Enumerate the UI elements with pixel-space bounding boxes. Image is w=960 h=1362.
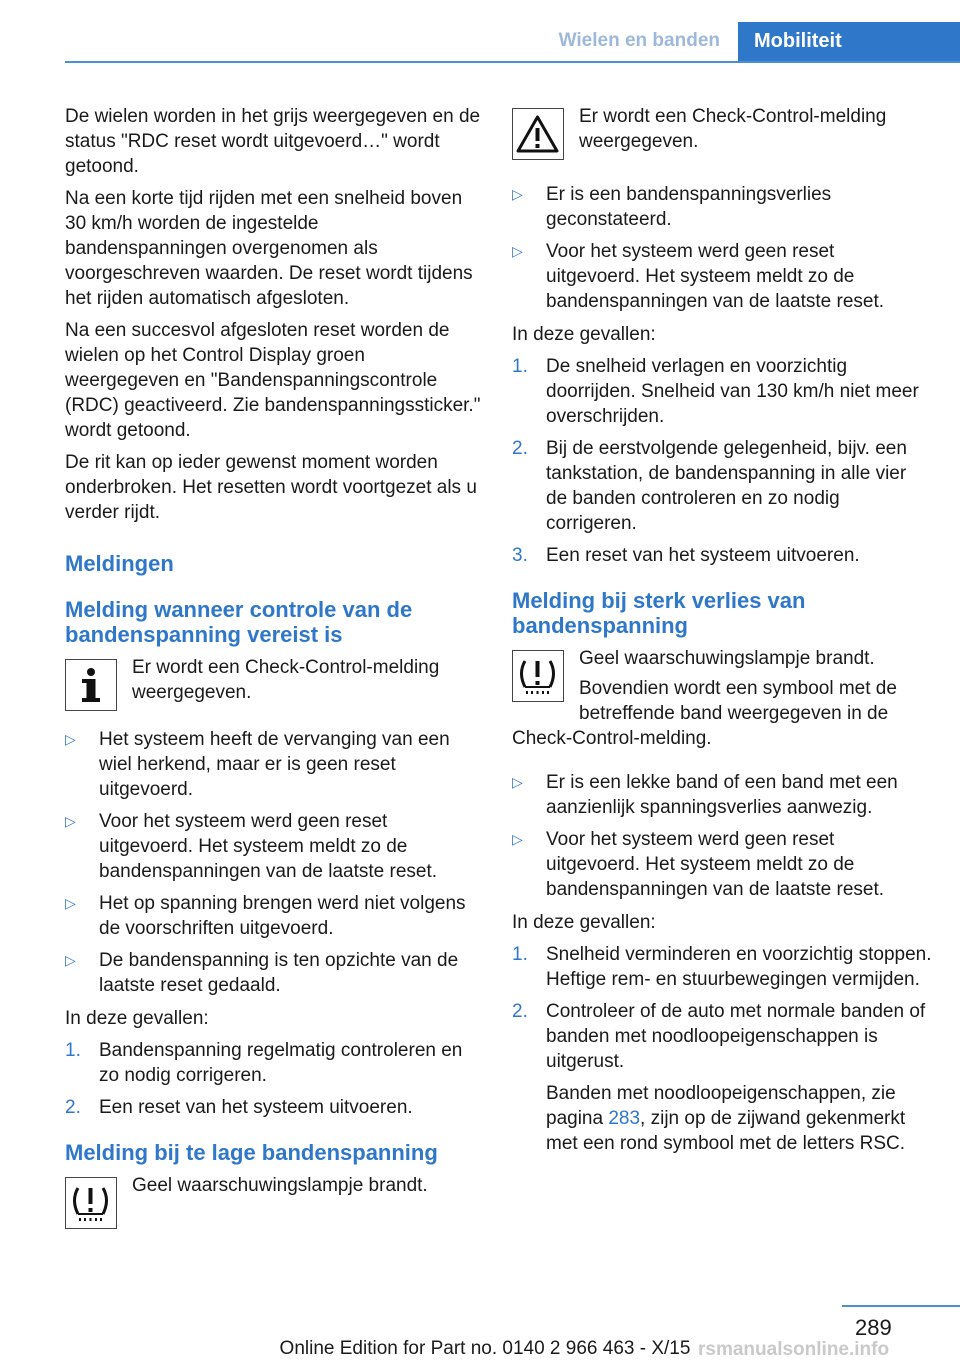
triangle-bullet-icon: ▷ xyxy=(512,831,523,847)
left-column xyxy=(65,104,483,1245)
list-item: ▷ Voor het systeem werd geen reset uitgevoerd. Het systeem meldt zo de bandenspanningen van de laatste reset. xyxy=(512,829,885,900)
step-note: Banden met noodloopeigenschappen, zie pagina 283, zijn op de zijwand gekenmerkt met een rond symbool met de letters RSC. xyxy=(546,1083,906,1154)
heading-sterk-verlies: Melding bij sterk verlies van bandenspanning xyxy=(512,588,806,638)
paragraph: De rit kan op ieder gewenst moment worden onderbroken. Het resetten wordt voortgezet als u verder rijdt. xyxy=(65,452,477,523)
page-link[interactable]: 283 xyxy=(608,1108,641,1129)
paragraph: De wielen worden in het grijs weergegeven en de status "RDC reset wordt uitgevoerd…" wordt getoond. xyxy=(65,106,481,177)
watermark: rsmanualsonline.info xyxy=(698,1339,890,1360)
list-item: 1. Snelheid verminderen en voorzichtig stoppen. Heftige rem- en stuurbewegingen vermijden. xyxy=(512,944,932,990)
paragraph: Na een korte tijd rijden met een snelheid boven 30 km/h worden de ingestelde bandenspanningen overgenomen als voorgeschreven waarden. De reset wordt tijdens het rijden automatisch afgesloten. xyxy=(65,188,473,309)
paragraph: Na een succesvol afgesloten reset worden de wielen op het Control Display groen weergegeven en "Bandenspanningscontrole (RDC) geactiveerd. Zie bandenspanningssticker." wordt getoond. xyxy=(65,320,481,441)
info-icon xyxy=(65,659,117,711)
heading-meldingen: Meldingen xyxy=(65,551,174,576)
paragraph: In deze gevallen: xyxy=(512,324,656,345)
list-item: ▷ Het op spanning brengen werd niet volgens de voorschriften uitgevoerd. xyxy=(65,893,466,939)
callout-info xyxy=(65,655,483,713)
list-item: ▷ Voor het systeem werd geen reset uitgevoerd. Het systeem meldt zo de bandenspanningen van de laatste reset. xyxy=(65,811,438,882)
steps-list xyxy=(512,354,932,568)
triangle-bullet-icon: ▷ xyxy=(65,895,76,911)
edition-footer: Online Edition for Part no. 0140 2 966 463 - X/15 xyxy=(279,1338,691,1359)
warning-triangle-icon xyxy=(512,108,564,160)
paragraph: In deze gevallen: xyxy=(65,1008,209,1029)
bullet-list xyxy=(512,770,932,902)
triangle-bullet-icon: ▷ xyxy=(65,813,76,829)
list-item: 2. Bij de eerstvolgende gelegenheid, bijv. een tankstation, de bandenspanning in alle vier de banden controleren en zo nodig corrigeren. xyxy=(512,438,907,534)
triangle-bullet-icon: ▷ xyxy=(512,774,523,790)
section-title: Wielen en banden xyxy=(558,30,720,51)
tire-pressure-warning-icon xyxy=(65,1177,117,1229)
footer-rule xyxy=(842,1305,960,1307)
callout-text: Bovendien wordt een symbool met de betreffende band weergegeven in de Check-Control-melding. xyxy=(512,678,897,749)
callout-text: Geel waarschuwingslampje brandt. xyxy=(579,648,875,669)
right-column xyxy=(512,104,932,1164)
callout-text: Er wordt een Check-Control-melding weergegeven. xyxy=(579,106,887,152)
list-item: ▷ Het systeem heeft de vervanging van een wiel herkend, maar er is geen reset uitgevoerd. xyxy=(65,729,450,800)
list-item: 3. Een reset van het systeem uitvoeren. xyxy=(512,545,860,566)
heading-te-lage-bandenspanning: Melding bij te lage bandenspanning xyxy=(65,1140,438,1165)
callout-text: Geel waarschuwingslampje brandt. xyxy=(132,1175,428,1196)
list-item: 2. Controleer of de auto met normale banden of banden met noodloopeigenschappen is uitgerust. Banden met noodloopeigenschappen, zie pagina 283, zijn op de zijwand gekenmerkt met een rond symbool met de letters RSC. xyxy=(512,999,932,1156)
triangle-bullet-icon: ▷ xyxy=(65,952,76,968)
list-item: 1. Bandenspanning regelmatig controleren en zo nodig corrigeren. xyxy=(65,1040,463,1086)
list-item: ▷ Er is een lekke band of een band met een aanzienlijk spanningsverlies aanwezig. xyxy=(512,772,898,818)
list-item: ▷ De bandenspanning is ten opzichte van de laatste reset gedaald. xyxy=(65,950,459,996)
chapter-tab[interactable]: Mobiliteit xyxy=(738,22,960,61)
tire-pressure-warning-icon xyxy=(512,650,564,702)
triangle-bullet-icon: ▷ xyxy=(512,186,523,202)
header-rule xyxy=(65,61,960,63)
list-item: ▷ Er is een bandenspanningsverlies geconstateerd. xyxy=(512,184,832,230)
triangle-bullet-icon: ▷ xyxy=(65,731,76,747)
bullet-list xyxy=(512,182,932,314)
heading-controle-vereist: Melding wanneer controle van de bandenspanning vereist is xyxy=(65,597,413,647)
paragraph: In deze gevallen: xyxy=(512,912,656,933)
callout-warning xyxy=(512,646,932,756)
list-item: ▷ Voor het systeem werd geen reset uitgevoerd. Het systeem meldt zo de bandenspanningen van de laatste reset. xyxy=(512,241,885,312)
list-item: 2. Een reset van het systeem uitvoeren. xyxy=(65,1097,413,1118)
callout-text: Er wordt een Check-Control-melding weergegeven. xyxy=(132,657,440,703)
bullet-list xyxy=(65,727,483,998)
callout-triangle xyxy=(512,104,932,162)
steps-list xyxy=(65,1038,483,1120)
list-item: 1. De snelheid verlagen en voorzichtig doorrijden. Snelheid van 130 km/h niet meer overschrijden. xyxy=(512,356,919,427)
triangle-bullet-icon: ▷ xyxy=(512,243,523,259)
page-number: 289 xyxy=(855,1315,892,1340)
steps-list xyxy=(512,942,932,1156)
callout-warning xyxy=(65,1173,483,1231)
